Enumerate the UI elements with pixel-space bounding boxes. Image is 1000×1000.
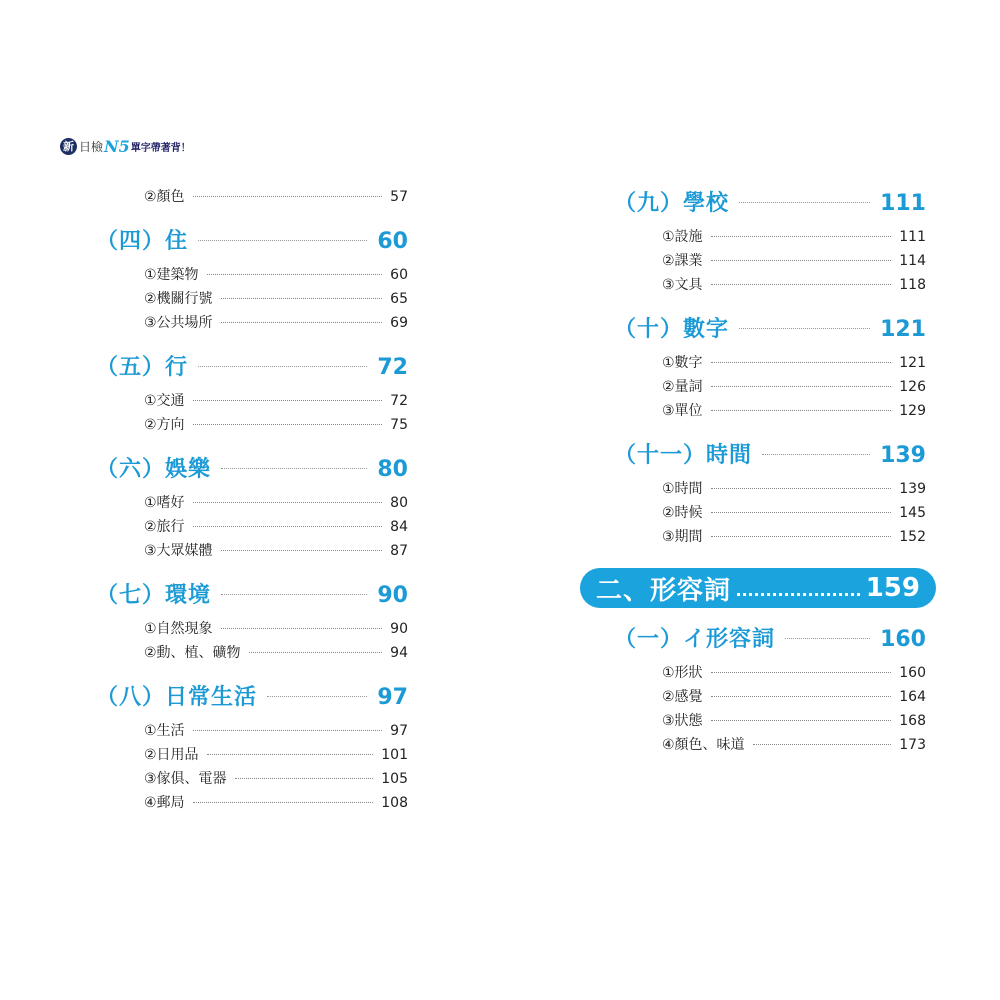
logo-n5: N5 bbox=[104, 136, 130, 156]
page-number: 139 bbox=[880, 443, 926, 468]
dot-leader bbox=[221, 298, 383, 299]
toc-subentry[interactable] bbox=[96, 390, 408, 414]
entry-title: ②顏色 bbox=[144, 189, 185, 205]
dot-leader bbox=[711, 696, 892, 697]
dot-leader bbox=[193, 196, 383, 197]
logo-prefix: 日檢 bbox=[79, 139, 104, 154]
logo-suffix: 單字帶著背！ bbox=[130, 142, 191, 154]
entry-title: ②動、植、礦物 bbox=[144, 645, 241, 661]
toc-subentry[interactable] bbox=[96, 186, 408, 210]
toc-section[interactable] bbox=[614, 622, 926, 656]
page-number: 152 bbox=[899, 529, 926, 545]
dot-leader bbox=[193, 502, 383, 503]
page-number: 65 bbox=[390, 291, 408, 307]
toc-right-column bbox=[596, 186, 926, 758]
toc-section[interactable] bbox=[614, 186, 926, 220]
dot-leader bbox=[711, 536, 892, 537]
dot-leader bbox=[762, 454, 870, 455]
entry-title: （八）日常生活 bbox=[96, 685, 258, 710]
dot-leader bbox=[711, 672, 892, 673]
page-number: 173 bbox=[899, 737, 926, 753]
page-number: 69 bbox=[390, 315, 408, 331]
dot-leader bbox=[711, 386, 892, 387]
toc-subentry[interactable] bbox=[614, 274, 926, 298]
toc-section[interactable] bbox=[614, 438, 926, 472]
page-number: 57 bbox=[390, 189, 408, 205]
page-number: 121 bbox=[880, 317, 926, 342]
dot-leader bbox=[711, 720, 892, 721]
dot-leader bbox=[737, 593, 860, 596]
page-number: 60 bbox=[377, 229, 408, 254]
page-number: 90 bbox=[390, 621, 408, 637]
dot-leader bbox=[193, 730, 383, 731]
entry-title: ①生活 bbox=[144, 723, 185, 739]
entry-title: ③傢俱、電器 bbox=[144, 771, 227, 787]
entry-title: ③文具 bbox=[662, 277, 703, 293]
entry-title: ②課業 bbox=[662, 253, 703, 269]
dot-leader bbox=[221, 550, 383, 551]
dot-leader bbox=[221, 322, 383, 323]
dot-leader bbox=[711, 362, 892, 363]
toc-section[interactable] bbox=[96, 578, 408, 612]
dot-leader bbox=[711, 410, 892, 411]
toc-subentry[interactable] bbox=[96, 288, 408, 312]
dot-leader bbox=[207, 754, 374, 755]
entry-title: ②時候 bbox=[662, 505, 703, 521]
entry-title: ③狀態 bbox=[662, 713, 703, 729]
entry-title: ①自然現象 bbox=[144, 621, 213, 637]
toc-subentry[interactable] bbox=[614, 478, 926, 502]
page-number: 139 bbox=[899, 481, 926, 497]
toc-subentry[interactable] bbox=[614, 376, 926, 400]
toc-section[interactable] bbox=[614, 312, 926, 346]
page-number: 121 bbox=[899, 355, 926, 371]
toc-subentry[interactable] bbox=[96, 312, 408, 336]
dot-leader bbox=[739, 328, 870, 329]
toc-subentry[interactable] bbox=[614, 662, 926, 686]
page-number: 111 bbox=[899, 229, 926, 245]
entry-title: ①設施 bbox=[662, 229, 703, 245]
dot-leader bbox=[711, 236, 892, 237]
toc-subentry[interactable] bbox=[614, 352, 926, 376]
page-number: 90 bbox=[377, 583, 408, 608]
page-number: 94 bbox=[390, 645, 408, 661]
dot-leader bbox=[235, 778, 374, 779]
entry-title: （十）數字 bbox=[614, 317, 730, 342]
page-number: 101 bbox=[381, 747, 408, 763]
toc-subentry[interactable] bbox=[96, 516, 408, 540]
entry-title: ②感覺 bbox=[662, 689, 703, 705]
toc-subentry[interactable] bbox=[614, 686, 926, 710]
page-number: 164 bbox=[899, 689, 926, 705]
dot-leader bbox=[207, 274, 383, 275]
toc-section[interactable] bbox=[96, 350, 408, 384]
entry-title: ①建築物 bbox=[144, 267, 199, 283]
entry-title: （九）學校 bbox=[614, 191, 730, 216]
page-number: 114 bbox=[899, 253, 926, 269]
page-number: 168 bbox=[899, 713, 926, 729]
page-number: 80 bbox=[390, 495, 408, 511]
entry-title: ②日用品 bbox=[144, 747, 199, 763]
entry-title: ①形狀 bbox=[662, 665, 703, 681]
entry-title: ②量詞 bbox=[662, 379, 703, 395]
toc-subentry[interactable] bbox=[614, 226, 926, 250]
entry-title: ①時間 bbox=[662, 481, 703, 497]
entry-title: （十一）時間 bbox=[614, 443, 753, 468]
toc-section[interactable] bbox=[96, 452, 408, 486]
dot-leader bbox=[711, 512, 892, 513]
toc-subentry[interactable] bbox=[96, 720, 408, 744]
dot-leader bbox=[193, 424, 383, 425]
entry-title: （五）行 bbox=[96, 355, 189, 380]
page-number: 80 bbox=[377, 457, 408, 482]
entry-title: ④郵局 bbox=[144, 795, 185, 811]
page-number: 159 bbox=[865, 573, 920, 603]
dot-leader bbox=[193, 802, 374, 803]
logo-badge: 新 bbox=[60, 138, 77, 155]
toc-subentry[interactable] bbox=[96, 618, 408, 642]
entry-title: ①交通 bbox=[144, 393, 185, 409]
toc-left-column bbox=[96, 186, 408, 816]
entry-title: ②方向 bbox=[144, 417, 185, 433]
toc-subentry[interactable] bbox=[614, 734, 926, 758]
page-number: 60 bbox=[390, 267, 408, 283]
entry-title: ③公共場所 bbox=[144, 315, 213, 331]
dot-leader bbox=[785, 638, 870, 639]
page-number: 126 bbox=[899, 379, 926, 395]
page-number: 160 bbox=[899, 665, 926, 681]
page-number: 97 bbox=[377, 685, 408, 710]
page-number: 108 bbox=[381, 795, 408, 811]
dot-leader bbox=[249, 652, 383, 653]
toc-subentry[interactable] bbox=[96, 642, 408, 666]
toc-section[interactable] bbox=[96, 224, 408, 258]
toc-chapter[interactable] bbox=[580, 568, 936, 608]
page-number: 111 bbox=[880, 191, 926, 216]
dot-leader bbox=[193, 400, 383, 401]
dot-leader bbox=[753, 744, 892, 745]
entry-title: ③期間 bbox=[662, 529, 703, 545]
dot-leader bbox=[711, 488, 892, 489]
toc-subentry[interactable] bbox=[96, 492, 408, 516]
book-header-logo bbox=[60, 136, 191, 156]
toc-subentry[interactable] bbox=[96, 264, 408, 288]
toc-section[interactable] bbox=[96, 680, 408, 714]
dot-leader bbox=[711, 260, 892, 261]
entry-title: ③大眾媒體 bbox=[144, 543, 213, 559]
dot-leader bbox=[267, 696, 367, 697]
entry-title: （四）住 bbox=[96, 229, 189, 254]
page-number: 129 bbox=[899, 403, 926, 419]
dot-leader bbox=[221, 628, 383, 629]
toc-subentry[interactable] bbox=[96, 414, 408, 438]
toc-subentry[interactable] bbox=[614, 526, 926, 550]
entry-title: （七）環境 bbox=[96, 583, 212, 608]
entry-title: ④顏色、味道 bbox=[662, 737, 745, 753]
entry-title: （一）イ形容詞 bbox=[614, 627, 776, 652]
entry-title: ②機關行號 bbox=[144, 291, 213, 307]
toc-subentry[interactable] bbox=[96, 792, 408, 816]
dot-leader bbox=[221, 594, 367, 595]
page-number: 72 bbox=[390, 393, 408, 409]
dot-leader bbox=[711, 284, 892, 285]
toc-subentry[interactable] bbox=[614, 400, 926, 424]
entry-title: （六）娛樂 bbox=[96, 457, 212, 482]
page-number: 145 bbox=[899, 505, 926, 521]
dot-leader bbox=[198, 240, 367, 241]
entry-title: ②旅行 bbox=[144, 519, 185, 535]
page-number: 160 bbox=[880, 627, 926, 652]
page-number: 84 bbox=[390, 519, 408, 535]
page-number: 87 bbox=[390, 543, 408, 559]
page-number: 97 bbox=[390, 723, 408, 739]
page-number: 72 bbox=[377, 355, 408, 380]
entry-title: 二、形容詞 bbox=[596, 575, 732, 606]
dot-leader bbox=[193, 526, 383, 527]
dot-leader bbox=[739, 202, 870, 203]
dot-leader bbox=[221, 468, 367, 469]
page-number: 118 bbox=[899, 277, 926, 293]
toc-subentry[interactable] bbox=[96, 768, 408, 792]
toc-subentry[interactable] bbox=[614, 710, 926, 734]
entry-title: ①數字 bbox=[662, 355, 703, 371]
entry-title: ③單位 bbox=[662, 403, 703, 419]
entry-title: ①嗜好 bbox=[144, 495, 185, 511]
toc-subentry[interactable] bbox=[96, 540, 408, 564]
toc-subentry[interactable] bbox=[614, 502, 926, 526]
dot-leader bbox=[198, 366, 367, 367]
page-number: 75 bbox=[390, 417, 408, 433]
page-number: 105 bbox=[381, 771, 408, 787]
toc-subentry[interactable] bbox=[614, 250, 926, 274]
toc-subentry[interactable] bbox=[96, 744, 408, 768]
